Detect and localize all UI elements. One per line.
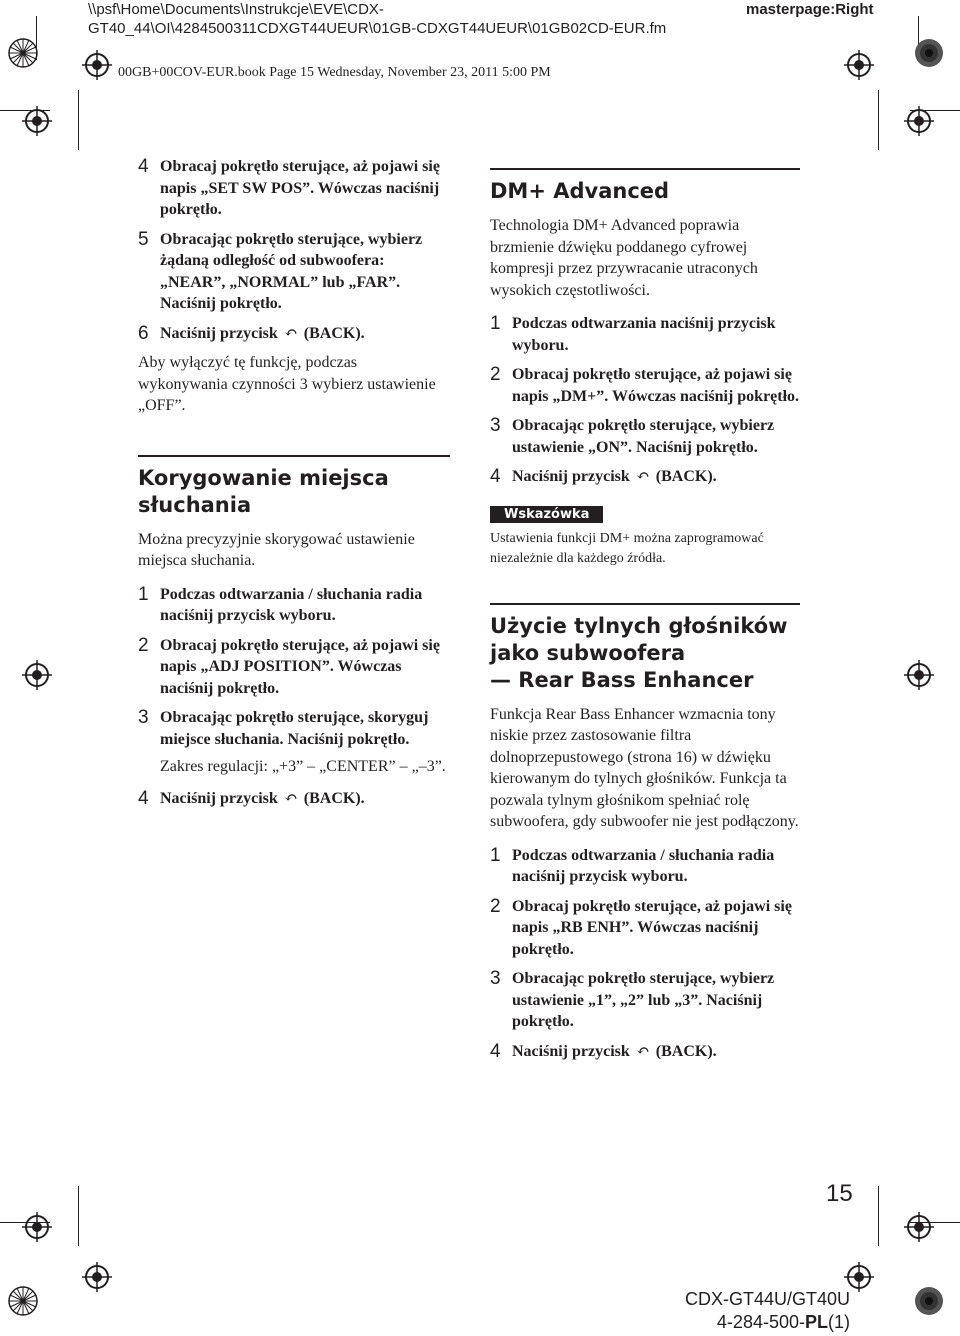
- right-column: [490, 168, 800, 1070]
- step-text-post: (BACK).: [303, 789, 365, 807]
- step-item: [138, 635, 450, 700]
- step-number: 6: [138, 322, 149, 344]
- step-item: [490, 415, 800, 458]
- registration-mark-icon: [22, 1212, 52, 1242]
- step-item: [138, 788, 450, 810]
- registration-mark-icon: [82, 1262, 112, 1292]
- file-path: [88, 0, 666, 38]
- step-text: Podczas odtwarzania naciśnij przycisk wyboru.: [512, 315, 776, 354]
- step-text: Obracaj pokrętło sterujące, aż pojawi się napis „DM+”. Wówczas naciśnij pokrętło.: [512, 366, 800, 405]
- masterpage-label: masterpage:Right: [746, 1, 874, 18]
- back-arrow-icon: ↶: [636, 1042, 650, 1060]
- section-title: [138, 465, 450, 519]
- registration-mark-icon: [904, 106, 934, 136]
- section-intro: Można precyzyjnie skorygować ustawienie miejsca słuchania.: [138, 530, 415, 569]
- step-text-pre: Naciśnij przycisk: [160, 324, 278, 342]
- step-number: 2: [138, 634, 149, 656]
- step-number: 4: [490, 1040, 501, 1062]
- step-text: [160, 323, 365, 345]
- step-text: [512, 466, 717, 488]
- step-text: Obracaj pokrętło sterujące, aż pojawi się napis „RB ENH”. Wówczas naciśnij pokrętło.: [512, 897, 792, 958]
- section-title-line1: Użycie tylnych głośników: [490, 613, 788, 638]
- registration-mark-icon: [904, 1212, 934, 1242]
- step-item: [490, 896, 800, 961]
- book-info: 00GB+00COV-EUR.book Page 15 Wednesday, November 23, 2011 5:00 PM: [118, 65, 551, 80]
- registration-mark-icon: [904, 660, 934, 690]
- section-title-line2: słuchania: [138, 492, 252, 517]
- back-arrow-icon: ↶: [636, 468, 650, 485]
- step-text-post: (BACK).: [655, 1042, 717, 1060]
- document-code-lang: PL: [804, 1312, 828, 1332]
- color-wheel-icon: [914, 38, 944, 68]
- back-arrow-icon: ↶: [284, 324, 298, 342]
- step-number: 4: [138, 787, 149, 809]
- step-text-pre: Naciśnij przycisk: [512, 468, 630, 485]
- tip-text: Ustawienia funkcji DM+ można zaprogramować niezależnie dla każdego źródła.: [490, 530, 764, 566]
- range-text: Zakres regulacji: „+3” – „CENTER” – „–3”.: [160, 758, 446, 775]
- section-title-line1: Korygowanie miejsca: [138, 465, 389, 490]
- section-title: DM+ Advanced: [490, 179, 670, 203]
- step-number: 4: [490, 466, 501, 487]
- step-number: 3: [490, 968, 501, 989]
- model-name: CDX-GT44U/GT40U: [684, 1289, 850, 1309]
- note-text: Aby wyłączyć tę funkcję, podczas wykonywania czynności 3 wybierz ustawienie „OFF”.: [138, 354, 436, 414]
- back-arrow-icon: ↶: [284, 789, 298, 807]
- step-text: Podczas odtwarzania / słuchania radia naciśnij przycisk wyboru.: [160, 585, 423, 624]
- step-text: Obracając pokrętło sterujące, wybierz ustawienie „ON”. Naciśnij pokrętło.: [512, 417, 775, 456]
- step-item: [138, 229, 450, 315]
- step-number: 1: [138, 583, 149, 605]
- step-text: Obracając pokrętło sterujące, wybierz żądaną odległość od subwoofera: „NEAR”, „NORMAL” lub „FAR”. Naciśnij pokrętło.: [160, 230, 423, 312]
- step-text: [512, 1041, 717, 1063]
- registration-mark-icon: [82, 50, 112, 80]
- step-text-post: (BACK).: [303, 324, 365, 342]
- starburst-mark-icon: [8, 38, 38, 68]
- model-info: [685, 1288, 850, 1334]
- step-item: [138, 323, 450, 345]
- step-text: [160, 788, 365, 810]
- step-number: 5: [138, 228, 149, 250]
- crop-mark-top-right2-v: [878, 90, 879, 150]
- step-item: [138, 584, 450, 627]
- document-code: [685, 1311, 850, 1334]
- color-wheel-icon: [914, 1286, 944, 1316]
- step-text-post: (BACK).: [655, 468, 717, 485]
- section-listening-position: [138, 455, 450, 810]
- step-number: 2: [490, 364, 501, 385]
- registration-mark-icon: [844, 50, 874, 80]
- section-title-line2: jako subwoofera: [490, 640, 686, 665]
- step-text-pre: Naciśnij przycisk: [160, 789, 278, 807]
- step-item: [490, 364, 800, 407]
- file-path-line1: \\psf\Home\Documents\Instrukcje\EVE\CDX-: [88, 1, 384, 18]
- step-text-pre: Naciśnij przycisk: [512, 1042, 630, 1060]
- step-text: Obracaj pokrętło sterujące, aż pojawi się napis „SET SW POS”. Wówczas naciśnij pokrętło.: [160, 158, 440, 218]
- document-code-pre: 4-284-500-: [716, 1312, 805, 1332]
- step-number: 2: [490, 895, 501, 917]
- step-number: 3: [138, 707, 149, 728]
- section-dm-advanced: [490, 168, 800, 569]
- section-intro: Funkcja Rear Bass Enhancer wzmacnia tony niskie przez zastosowanie filtra dolnoprzepustowego (strona 16) w dźwięku kierowanym do tylnych głośników. Funkcja ta pozwala tylnym głośnikom spełniać rolę subwoofera, gdy subwoofer nie jest podłączony.: [490, 705, 799, 830]
- page-number: 15: [826, 1180, 853, 1207]
- step-item: [490, 968, 800, 1033]
- crop-mark-bottom-left-v: [78, 1186, 79, 1246]
- file-path-line2: GT40_44\OI\4284500311CDXGT44UEUR\01GB-CDXGT44UEUR\01GB02CD-EUR.fm: [88, 20, 667, 37]
- section-title-line3: — Rear Bass Enhancer: [490, 667, 754, 692]
- step-item: [490, 313, 800, 356]
- step-number: 4: [138, 156, 149, 177]
- step-text: Obracając pokrętło sterujące, skoryguj miejsce słuchania. Naciśnij pokrętło.: [160, 709, 429, 748]
- step-item: [490, 845, 800, 888]
- step-item: [490, 1041, 800, 1063]
- step-number: 1: [490, 844, 501, 866]
- step-item: [138, 707, 450, 750]
- step-text: Podczas odtwarzania / słuchania radia naciśnij przycisk wyboru.: [512, 846, 775, 885]
- document-code-post: (1): [828, 1312, 850, 1332]
- registration-mark-icon: [22, 106, 52, 136]
- section-title: [490, 613, 800, 694]
- step-text: Obracając pokrętło sterujące, wybierz ustawienie „1”, „2” lub „3”. Naciśnij pokrętło.: [512, 970, 775, 1030]
- left-column: [138, 156, 450, 817]
- step-item: [138, 156, 450, 221]
- starburst-mark-icon: [8, 1286, 38, 1316]
- section-intro: Technologia DM+ Advanced poprawia brzmienie dźwięku poddanego cyfrowej kompresji przez przywracanie utraconych wysokich częstotliwości.: [490, 217, 758, 299]
- crop-mark-top-left2-v: [78, 90, 79, 150]
- section-rear-bass-enhancer: [490, 603, 800, 1063]
- step-number: 1: [490, 313, 501, 334]
- tip-badge: Wskazówka: [490, 506, 603, 523]
- step-number: 3: [490, 415, 501, 436]
- registration-mark-icon: [22, 660, 52, 690]
- step-text: Obracaj pokrętło sterujące, aż pojawi się napis „ADJ POSITION”. Wówczas naciśnij pokrętło.: [160, 636, 440, 697]
- crop-mark-bottom-right-v: [878, 1186, 879, 1246]
- step-item: [490, 466, 800, 488]
